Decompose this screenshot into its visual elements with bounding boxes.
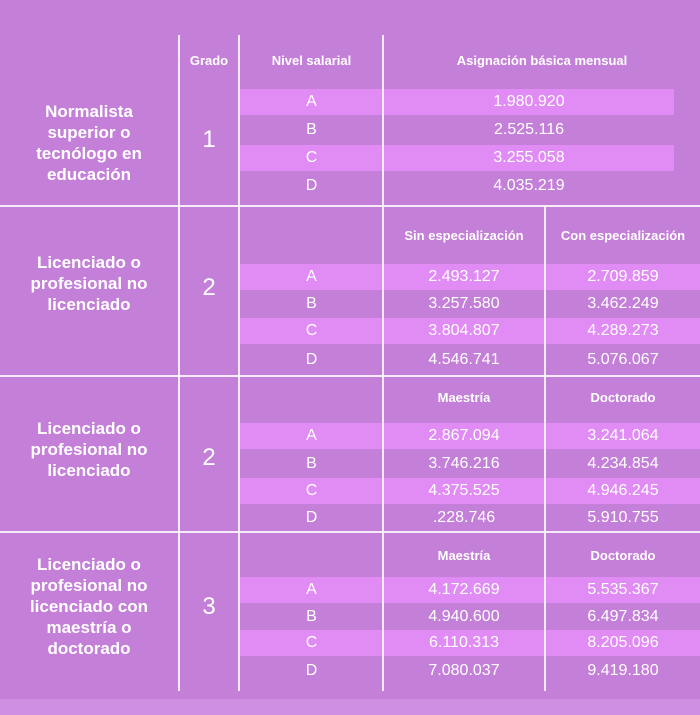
salary-value: 2.493.127 xyxy=(428,268,500,285)
grade-value: 2 xyxy=(202,274,216,301)
salary-value: 2.867.094 xyxy=(428,427,500,444)
header-grado: Grado xyxy=(189,53,229,68)
header-nivel-salarial: Nivel salarial xyxy=(271,53,352,68)
level-label: D xyxy=(305,509,318,526)
level-label: A xyxy=(306,268,317,285)
level-label: C xyxy=(305,322,318,339)
salary-value: 3.462.249 xyxy=(587,295,659,312)
category-label: Normalista superior o tecnólogo en educación xyxy=(36,102,142,184)
salary-value: 3.241.064 xyxy=(587,427,659,444)
salary-value: 1.980.920 xyxy=(493,93,565,110)
salary-value: 6.110.313 xyxy=(429,634,499,651)
subheader-right: Con especialización xyxy=(560,228,686,243)
salary-value: 2.525.116 xyxy=(494,121,564,138)
subheader-right: Doctorado xyxy=(590,390,656,405)
level-label: D xyxy=(305,662,318,679)
grade-value: 3 xyxy=(202,593,216,620)
level-label: A xyxy=(306,93,317,110)
level-label: A xyxy=(306,427,317,444)
salary-value: 4.375.525 xyxy=(428,482,500,499)
level-label: D xyxy=(305,351,318,368)
grid-divider xyxy=(0,375,700,377)
salary-value: .228.746 xyxy=(432,509,496,526)
salary-value: 4.546.741 xyxy=(428,351,500,368)
salary-value: 5.535.367 xyxy=(587,581,659,598)
level-label: C xyxy=(305,634,318,651)
subheader-left: Sin especialización xyxy=(404,228,524,243)
salary-value: 4.940.600 xyxy=(428,608,500,625)
level-label: C xyxy=(305,149,318,166)
grade-value: 2 xyxy=(202,444,216,471)
subheader-left: Maestría xyxy=(437,548,491,563)
salary-value: 3.746.216 xyxy=(428,455,500,472)
salary-value: 3.804.807 xyxy=(428,322,500,339)
salary-value: 8.205.096 xyxy=(587,634,659,651)
level-label: A xyxy=(306,581,317,598)
level-label: D xyxy=(305,177,318,194)
grade-value: 1 xyxy=(202,126,216,153)
level-label: B xyxy=(306,608,317,625)
level-label: B xyxy=(306,455,317,472)
level-label: C xyxy=(305,482,318,499)
bottom-strip xyxy=(0,699,700,715)
salary-value: 2.709.859 xyxy=(587,268,659,285)
level-label: B xyxy=(306,121,317,138)
salary-value: 3.255.058 xyxy=(493,149,565,166)
salary-value: 5.910.755 xyxy=(587,509,659,526)
grid-divider xyxy=(0,531,700,533)
category-label: Licenciado o profesional no licenciado xyxy=(30,253,148,314)
salary-value: 4.234.854 xyxy=(587,455,659,472)
category-label: Licenciado o profesional no licenciado xyxy=(30,419,148,480)
header-asignacion: Asignación básica mensual xyxy=(456,53,628,68)
salary-value: 5.076.067 xyxy=(587,351,659,368)
category-label: Licenciado o profesional no licenciado con maestría o doctorado xyxy=(29,555,149,658)
salary-value: 6.497.834 xyxy=(587,608,659,625)
salary-value: 4.289.273 xyxy=(587,322,659,339)
salary-value: 9.419.180 xyxy=(587,662,659,679)
salary-value: 3.257.580 xyxy=(428,295,500,312)
grid-divider xyxy=(0,205,700,207)
level-label: B xyxy=(306,295,317,312)
subheader-right: Doctorado xyxy=(590,548,656,563)
salary-value: 4.035.219 xyxy=(493,177,565,194)
salary-value: 4.172.669 xyxy=(428,581,500,598)
salary-value: 7.080.037 xyxy=(428,662,500,679)
subheader-left: Maestría xyxy=(437,390,491,405)
salary-value: 4.946.245 xyxy=(587,482,659,499)
